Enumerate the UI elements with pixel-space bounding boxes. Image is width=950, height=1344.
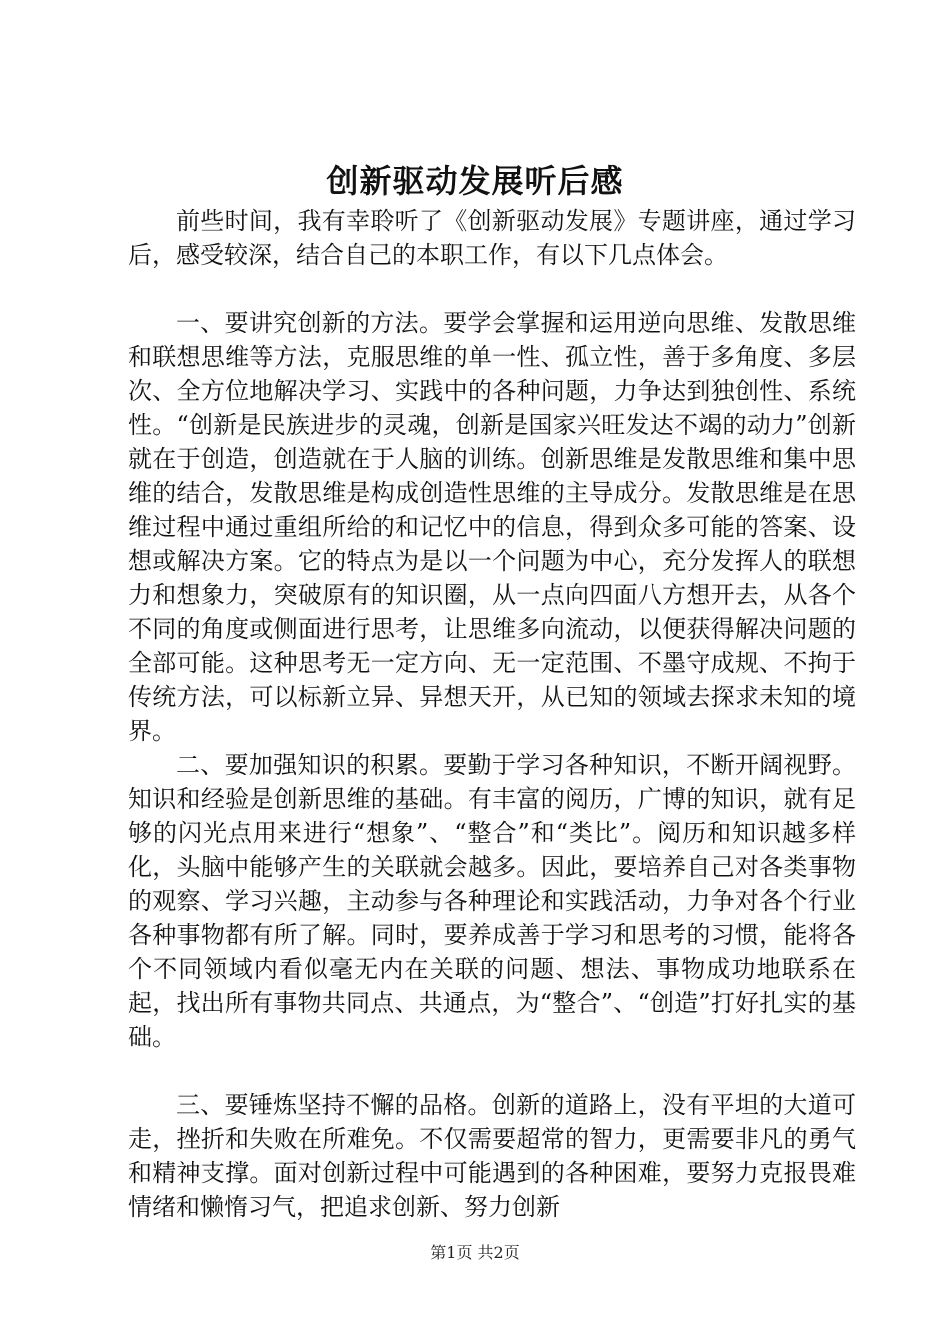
document-title: 创新驱动发展听后感: [326, 162, 624, 200]
paragraph-intro: 前些时间，我有幸聆听了《创新驱动发展》专题讲座，通过学习后，感受较深，结合自己的本职工作，有以下几点体会。: [128, 207, 856, 269]
paragraph-spacer: [128, 272, 856, 306]
paragraph-point-2: 二、要加强知识的积累。要勤于学习各种知识，不断开阔视野。知识和经验是创新思维的基础。有丰富的阅历，广博的知识，就有足够的闪光点用来进行“想象”、“整合”和“类比”。阅历和知识越多样化，头脑中能够产生的关联就会越多。因此，要培养自己对各类事物的观察、学习兴趣，主动参与各种理论和实践活动，力争对各个行业各种事物都有所了解。同时，要养成善于学习和思考的习惯，能将各个不同领域内看似毫无内在关联的问题、想法、事物成功地联系在起，找出所有事物共同点、共通点，为“整合”、“创造”打好扎实的基础。: [128, 751, 856, 1051]
paragraph-spacer: [128, 1054, 856, 1088]
page-footer: 第1页 共2页: [430, 1243, 520, 1262]
paragraph-point-1: 一、要讲究创新的方法。要学会掌握和运用逆向思维、发散思维和联想思维等方法，克服思维的单一性、孤立性，善于多角度、多层次、全方位地解决学习、实践中的各种问题，力争达到独创性、系统性。“创新是民族进步的灵魂，创新是国家兴旺发达不竭的动力”创新就在于创造，创造就在于人脑的训练。创新思维是发散思维和集中思维的结合，发散思维是构成创造性思维的主导成分。发散思维是在思维过程中通过重组所给的和记忆中的信息，得到众多可能的答案、设想或解决方案。它的特点为是以一个问题为中心，充分发挥人的联想力和想象力，突破原有的知识圈，从一点向四面八方想开去，从各个不同的角度或侧面进行思考，让思维多向流动，以便获得解决问题的全部可能。这种思考无一定方向、无一定范围、不墨守成规、不拘于传统方法，可以标新立异、异想天开，从已知的领域去探求未知的境界。: [128, 309, 856, 745]
document-body: [128, 204, 856, 1224]
paragraph-point-3: 三、要锤炼坚持不懈的品格。创新的道路上，没有平坦的大道可走，挫折和失败在所难免。不仅需要超常的智力，更需要非凡的勇气和精神支撑。面对创新过程中可能遇到的各种困难，要努力克报畏难情绪和懒惰习气，把追求创新、努力创新: [128, 1091, 856, 1221]
